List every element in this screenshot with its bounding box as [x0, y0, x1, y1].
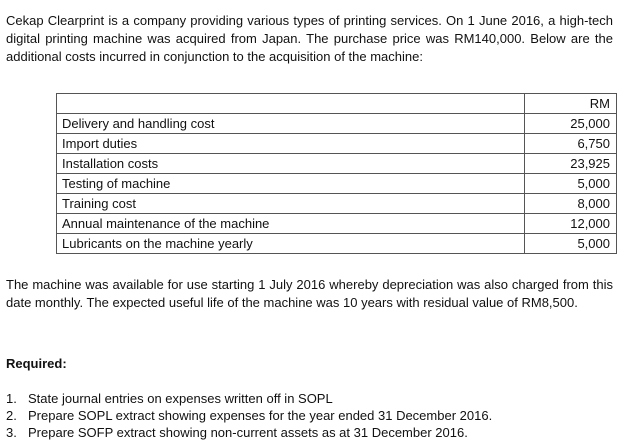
- required-heading: Required:: [6, 356, 67, 371]
- list-item: [6, 407, 492, 424]
- cost-amount: 12,000: [525, 214, 617, 234]
- table-row: [57, 194, 617, 214]
- cost-amount: 5,000: [525, 234, 617, 254]
- cost-label: Training cost: [57, 194, 525, 214]
- cost-label: Annual maintenance of the machine: [57, 214, 525, 234]
- table-row: [57, 174, 617, 194]
- cost-amount: 8,000: [525, 194, 617, 214]
- table-row: [57, 114, 617, 134]
- list-number: 2.: [6, 408, 17, 423]
- requirements-list: [6, 390, 492, 441]
- cost-label: Delivery and handling cost: [57, 114, 525, 134]
- table-row: [57, 214, 617, 234]
- table-header-row: [57, 94, 617, 114]
- list-text: Prepare SOPL extract showing expenses for the year ended 31 December 2016.: [28, 408, 493, 423]
- cost-label: Testing of machine: [57, 174, 525, 194]
- list-text: State journal entries on expenses written off in SOPL: [28, 391, 333, 406]
- cost-amount: 25,000: [525, 114, 617, 134]
- list-number: 1.: [6, 391, 17, 406]
- cost-label: Import duties: [57, 134, 525, 154]
- cost-amount: 23,925: [525, 154, 617, 174]
- table-header-blank: [57, 94, 525, 114]
- intro-paragraph: Cekap Clearprint is a company providing various types of printing services. On 1 June 2016, a high-tech digital printing machine was acquired from Japan. The purchase price was RM140,000. Below are the additional costs incurred in conjunction to the acquisition of the machine:: [6, 13, 613, 64]
- cost-label: Installation costs: [57, 154, 525, 174]
- cost-amount: 6,750: [525, 134, 617, 154]
- table-row: [57, 134, 617, 154]
- availability-paragraph: The machine was available for use starting 1 July 2016 whereby depreciation was also charged from this date monthly. The expected useful life of the machine was 10 years with residual value of RM8,500.: [6, 277, 613, 310]
- table-row: [57, 234, 617, 254]
- cost-table: [56, 93, 617, 254]
- list-item: [6, 424, 492, 441]
- currency-header: RM: [525, 94, 617, 114]
- cost-amount: 5,000: [525, 174, 617, 194]
- table-row: [57, 154, 617, 174]
- list-number: 3.: [6, 425, 17, 440]
- cost-label: Lubricants on the machine yearly: [57, 234, 525, 254]
- list-item: [6, 390, 492, 407]
- list-text: Prepare SOFP extract showing non-current assets as at 31 December 2016.: [28, 425, 468, 440]
